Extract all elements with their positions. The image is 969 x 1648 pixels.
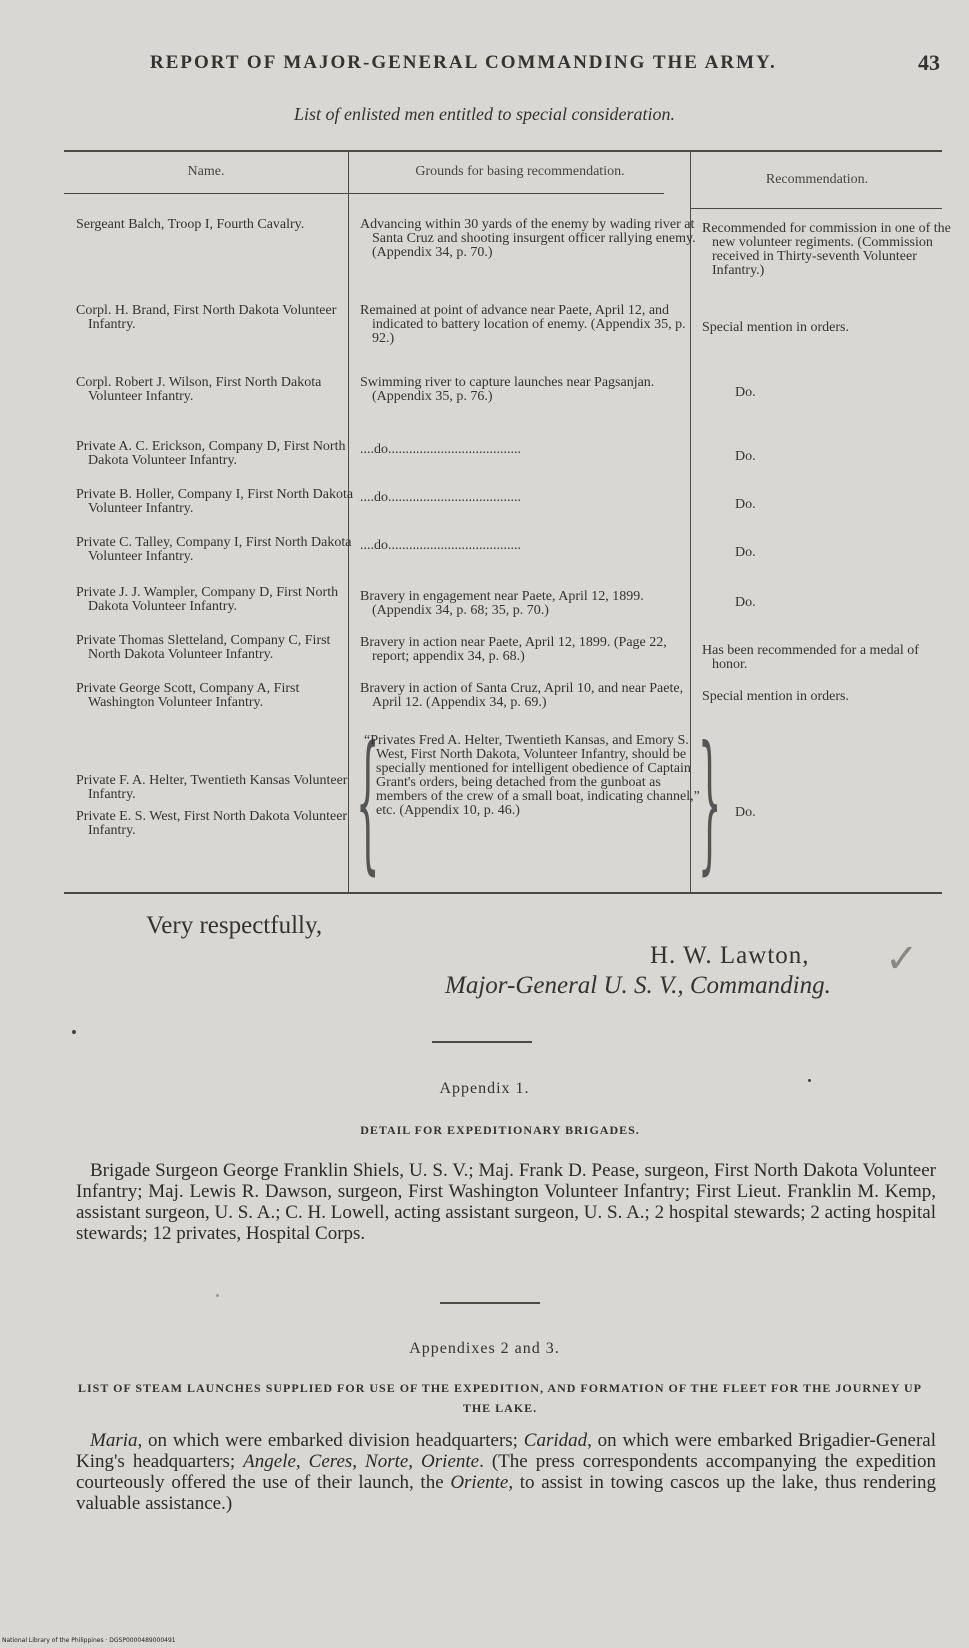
signature-title: Major-General U. S. V., Commanding. [445, 972, 831, 999]
table-row-recommendation: Special mention in orders. [702, 320, 849, 335]
header-title: REPORT OF MAJOR-GENERAL COMMANDING THE ARMY. [150, 52, 777, 73]
table-row-name: Corpl. Robert J. Wilson, First North Dakota Volunteer Infantry. [76, 375, 322, 404]
scan-speck [216, 1294, 219, 1297]
page-number: 43 [918, 50, 940, 75]
appendix-2-3-subheading: LIST OF STEAM LAUNCHES SUPPLIED FOR USE OF THE EXPEDITION, AND FORMATION OF THE FLEET FOR THE JOURNEY UP THE LAKE. [77, 1381, 922, 1415]
table-row-recommendation: Do. [735, 545, 756, 560]
table-row-name: Private C. Talley, Company I, First North Dakota Volunteer Infantry. [76, 535, 352, 564]
table-row-name: Private A. C. Erickson, Company D, First North Dakota Volunteer Infantry. [76, 439, 346, 468]
section-divider [432, 1041, 532, 1043]
table-row-recommendation: Do. [735, 595, 756, 610]
table-row-name: Corpl. H. Brand, First North Dakota Volunteer Infantry. [76, 303, 337, 332]
table-row-recommendation: Has been recommended for a medal of honor. [702, 643, 919, 672]
launch-name: Caridad [523, 1430, 588, 1451]
signature-name: H. W. Lawton, [650, 942, 810, 969]
launch-name: Maria [90, 1430, 138, 1451]
appendix-2-3-text: Maria, on which were embarked division headquarters; Caridad, on which were embarked Brigadier-General King's headquarters; Angele, Ceres, Norte, Oriente. (The press correspondents accompanying the expedition courteously offered the use of their launch, the Oriente, to assist in towing cascos up the lake, thus rendering valuable assistance.) [76, 1430, 937, 1514]
table-bottom-rule [64, 892, 942, 894]
table-row-grounds: Advancing within 30 yards of the enemy by wading river at Santa Cruz and shooting insurgent officer rallying enemy. (Appendix 34, p. 70.) [360, 217, 696, 260]
table-top-rule [64, 150, 942, 152]
section-divider [440, 1302, 540, 1304]
launch-name: Oriente [450, 1472, 509, 1493]
column-header-name: Name. [187, 164, 225, 179]
closing-salutation: Very respectfully, [146, 912, 323, 939]
table-row-name: Private E. S. West, First North Dakota Volunteer Infantry. [76, 809, 348, 838]
appendix-1-text: Brigade Surgeon George Franklin Shiels, U. S. V.; Maj. Frank D. Pease, surgeon, First North Dakota Volunteer Infantry; Maj. Lewis R. Dawson, surgeon, First Washington Volunteer Infantry; First Lieut. Franklin M. Kemp, assistant surgeon, U. S. A.; C. H. Lowell, acting assistant surgeon, U. S. A.; 2 hospital stewards; 2 acting hospital stewards; 12 privates, Hospital Corps. [76, 1160, 936, 1244]
table-caption: List of enlisted men entitled to special consideration. [294, 104, 675, 124]
table-row-grounds: Bravery in action of Santa Cruz, April 10, and near Paete, April 12. (Appendix 34, p. 69.) [360, 681, 684, 710]
table-row-recommendation: Do. [735, 449, 756, 464]
table-row-grounds: Bravery in action near Paete, April 12, 1899. (Page 22, report; appendix 34, p. 68.) [360, 635, 667, 664]
rec-header-rule [690, 208, 942, 209]
checkmark-icon: ✓ [885, 936, 919, 981]
table-row-grounds: “Privates Fred A. Helter, Twentieth Kansas, and Emory S. West, First North Dakota, Volunteer Infantry, should be specially mentioned for intelligent obedience of Captain Grant's orders, being detached from the gunboat as members of the crew of a small boat, indicating channel,” etc. (Appendix 10, p. 46.) [364, 733, 700, 818]
right-brace: } [697, 715, 722, 889]
table-row-recommendation: Special mention in orders. [702, 689, 849, 704]
header-bottom-rule [64, 193, 664, 194]
scan-speck [72, 1030, 76, 1034]
table-row-grounds: Swimming river to capture launches near Pagsanjan. (Appendix 35, p. 76.) [360, 375, 655, 404]
table-row-name: Private George Scott, Company A, First Washington Volunteer Infantry. [76, 681, 300, 710]
appendix-1-heading: Appendix 1. [439, 1080, 530, 1097]
scan-speck [808, 1079, 811, 1082]
table-row-recommendation: Do. [735, 385, 756, 400]
table-row-grounds: ....do...................................... [360, 442, 521, 457]
table-row-name: Private F. A. Helter, Twentieth Kansas Volunteer Infantry. [76, 773, 348, 802]
table-row-grounds: ....do...................................... [360, 538, 521, 553]
appendix-2-3-heading: Appendixes 2 and 3. [409, 1340, 560, 1357]
table-row-grounds: ....do...................................... [360, 490, 521, 505]
table-row-recommendation: Recommended for commission in one of the new volunteer regiments. (Commission received in Thirty-seventh Volunteer Infantry.) [702, 221, 951, 278]
table-row-name: Private B. Holler, Company I, First North Dakota Volunteer Infantry. [76, 487, 354, 516]
column-header-recommendation: Recommendation. [765, 172, 869, 187]
table-row-name: Private J. J. Wampler, Company D, First North Dakota Volunteer Infantry. [76, 585, 339, 614]
table-row-recommendation: Do. [735, 805, 756, 820]
column-header-grounds: Grounds for basing recommendation. [415, 164, 625, 179]
appendix-1-subheading: DETAIL FOR EXPEDITIONARY BRIGADES. [360, 1123, 640, 1137]
scan-footer: National Library of the Philippines · DGSP0000489000491 [2, 1637, 176, 1644]
running-header [150, 52, 940, 74]
left-brace: { [355, 715, 380, 889]
table-row-grounds: Remained at point of advance near Paete, April 12, and indicated to battery location of enemy. (Appendix 35, p. 92.) [360, 303, 686, 346]
launch-name: Angele, Ceres, Norte, Oriente [243, 1451, 480, 1472]
table-row-recommendation: Do. [735, 497, 756, 512]
table-row-name: Private Thomas Sletteland, Company C, First North Dakota Volunteer Infantry. [76, 633, 331, 662]
table-row-grounds: Bravery in engagement near Paete, April 12, 1899. (Appendix 34, p. 68; 35, p. 70.) [360, 589, 644, 618]
table-row-name: Sergeant Balch, Troop I, Fourth Cavalry. [76, 217, 305, 232]
